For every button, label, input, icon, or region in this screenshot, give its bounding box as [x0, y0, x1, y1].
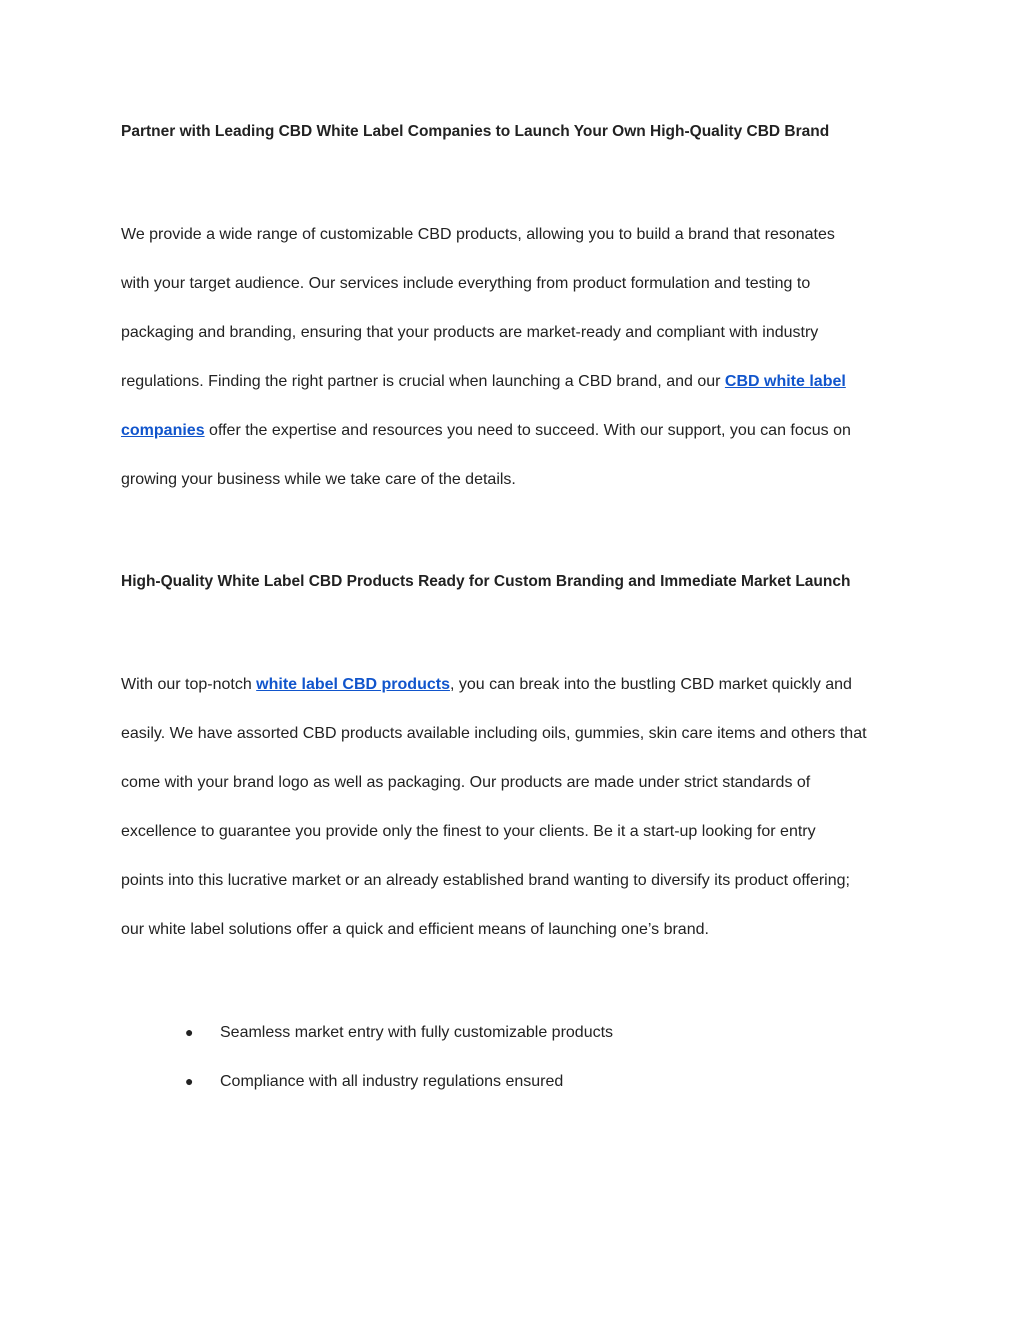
text-fragment: , you can break into the bustling CBD market quickly and: [449, 676, 852, 693]
intro-paragraph: [121, 225, 911, 519]
list-item-text: Compliance with all industry regulations ensured: [220, 1073, 564, 1090]
text-line: easily. We have assorted CBD products available including oils, gummies, skin care items and others that: [121, 725, 867, 742]
cbd-white-label-companies-link-continued[interactable]: companies: [121, 422, 205, 439]
text-fragment: With our top-notch: [121, 676, 257, 693]
text-line: packaging and branding, ensuring that your products are market-ready and compliant with industry: [121, 324, 819, 341]
bullet-icon: ●: [185, 1073, 194, 1089]
text-line: excellence to guarantee you provide only the finest to your clients. Be it a start-up looking for entry: [121, 823, 816, 840]
benefits-list: [185, 1022, 885, 1120]
text-line: come with your brand logo as well as packaging. Our products are made under strict standards of: [121, 774, 811, 791]
section-heading-partner: Partner with Leading CBD White Label Companies to Launch Your Own High-Quality CBD Brand: [121, 123, 830, 140]
white-label-cbd-products-link[interactable]: white label CBD products: [256, 676, 450, 693]
list-item: [185, 1071, 885, 1120]
text-line: our white label solutions offer a quick and efficient means of launching one’s brand.: [121, 921, 709, 938]
text-line: with your target audience. Our services include everything from product formulation and testing to: [121, 275, 811, 292]
text-line: growing your business while we take care of the details.: [121, 471, 516, 488]
text-fragment: offer the expertise and resources you need to succeed. With our support, you can focus on: [204, 422, 851, 439]
text-line: [121, 675, 911, 724]
text-line: We provide a wide range of customizable CBD products, allowing you to build a brand that resonates: [121, 226, 835, 243]
bullet-icon: ●: [185, 1024, 194, 1040]
text-line: [121, 421, 911, 470]
text-line: points into this lucrative market or an already established brand wanting to diversify its product offering;: [121, 872, 850, 889]
products-paragraph: [121, 675, 911, 969]
text-line: [121, 372, 911, 421]
section-heading-products: High-Quality White Label CBD Products Ready for Custom Branding and Immediate Market Launch: [121, 573, 851, 590]
text-fragment: regulations. Finding the right partner is crucial when launching a CBD brand, and our: [121, 373, 725, 390]
list-item-text: Seamless market entry with fully customizable products: [220, 1024, 614, 1041]
cbd-white-label-companies-link[interactable]: CBD white label: [724, 373, 846, 390]
list-item: [185, 1022, 885, 1071]
